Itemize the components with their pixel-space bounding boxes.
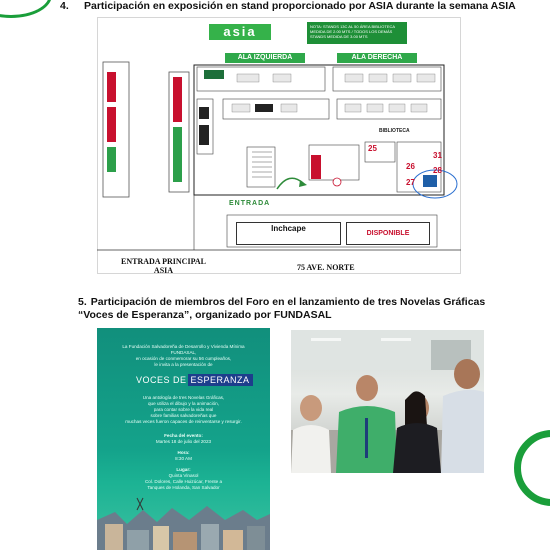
poster-intro-2: FUNDASAL, [170, 350, 197, 355]
group-photo-drawing [291, 330, 484, 473]
inchcape-stand [236, 222, 341, 245]
stand-28: 28 [433, 166, 442, 175]
poster-lugar-1: Quinta Vinasol [168, 473, 199, 478]
poster-desc-3: para contar sobre la vida real [153, 407, 214, 412]
poster-desc-1: Una antología de tres Novelas Gráficas, [142, 395, 225, 400]
poster-fecha-label: Fecha del evento: [164, 433, 203, 438]
stand-26: 26 [406, 162, 415, 171]
voces-de-esperanza-poster [97, 328, 270, 550]
poster-intro-3: en ocasión de conmemorar su 56 cumpleaños, [135, 356, 232, 361]
plan-note: NOTA: STANDS 13C AL 50 ÁREA BIBLIOTECA MEDIDA DE 2.00 MTS / TODOS LOS DEMÁS STANDS MEDIDA DE 3.00 MTS [307, 22, 407, 44]
avenida-label: 75 AVE. NORTE [297, 263, 355, 272]
wing-right-label: ALA DERECHA [337, 53, 417, 63]
entrada-principal-label [121, 257, 206, 275]
group-photo [291, 330, 484, 473]
poster-title-b: ESPERANZA [188, 374, 253, 386]
entrada-principal-text: ENTRADA PRINCIPAL [121, 257, 206, 266]
poster-lugar-3: Tanques de Holanda, San Salvador [147, 485, 220, 490]
section-5-number: 5. [78, 296, 87, 308]
corner-decoration-arc [0, 0, 52, 18]
poster-desc-5: muchas veces fueron capaces de reinventarse y resurgir. [125, 419, 242, 424]
section-4-text: Participación en exposición en stand proporcionado por ASIA durante la semana ASIA [84, 0, 516, 12]
poster-intro-1: La Fundación Salvadoreña de Desarrollo y Vivienda Mínima [122, 344, 245, 349]
section-5-heading [78, 296, 498, 322]
asia-logo: asia [209, 24, 271, 40]
section-4-number: 4. [60, 0, 69, 12]
section-4-heading [60, 0, 516, 13]
poster-lugar-2: Col. Dolores, Calle Huizúcar, Frente a [144, 479, 223, 484]
biblioteca-label: BIBLIOTECA [379, 128, 410, 134]
poster-title-a: VOCES DE [136, 375, 187, 385]
poster-hora: 8:30 AM [175, 456, 192, 461]
disponible-stand: DISPONIBLE [346, 222, 430, 245]
wing-left-label: ALA IZQUIERDA [225, 53, 305, 63]
floor-plan-image [97, 17, 461, 274]
entrada-label: ENTRADA [229, 200, 271, 207]
poster-desc-4: sobre familias salvadoreñas que [150, 413, 217, 418]
poster-desc-2: que utiliza el dibujo y la animación, [148, 401, 219, 406]
stand-25: 25 [368, 144, 377, 153]
poster-hora-label: Hora: [177, 450, 190, 455]
poster-intro-4: le invita a la presentación de [154, 362, 213, 367]
poster-lugar-label: Lugar: [176, 467, 191, 472]
entrada-principal-asia: ASIA [153, 266, 174, 275]
poster-city-illustration [97, 480, 270, 550]
poster-title [136, 374, 253, 386]
side-decoration-ring [514, 430, 550, 506]
section-5-text: Participación de miembros del Foro en el lanzamiento de tres Novelas Gráficas “Voces de Esperanza”, organizado por FUNDASAL [78, 296, 486, 321]
stand-27: 27 [406, 178, 415, 187]
poster-fecha: Martes 18 de julio del 2023 [155, 439, 212, 444]
stand-31: 31 [433, 151, 442, 160]
inchcape-label: Inchcape [271, 224, 306, 233]
